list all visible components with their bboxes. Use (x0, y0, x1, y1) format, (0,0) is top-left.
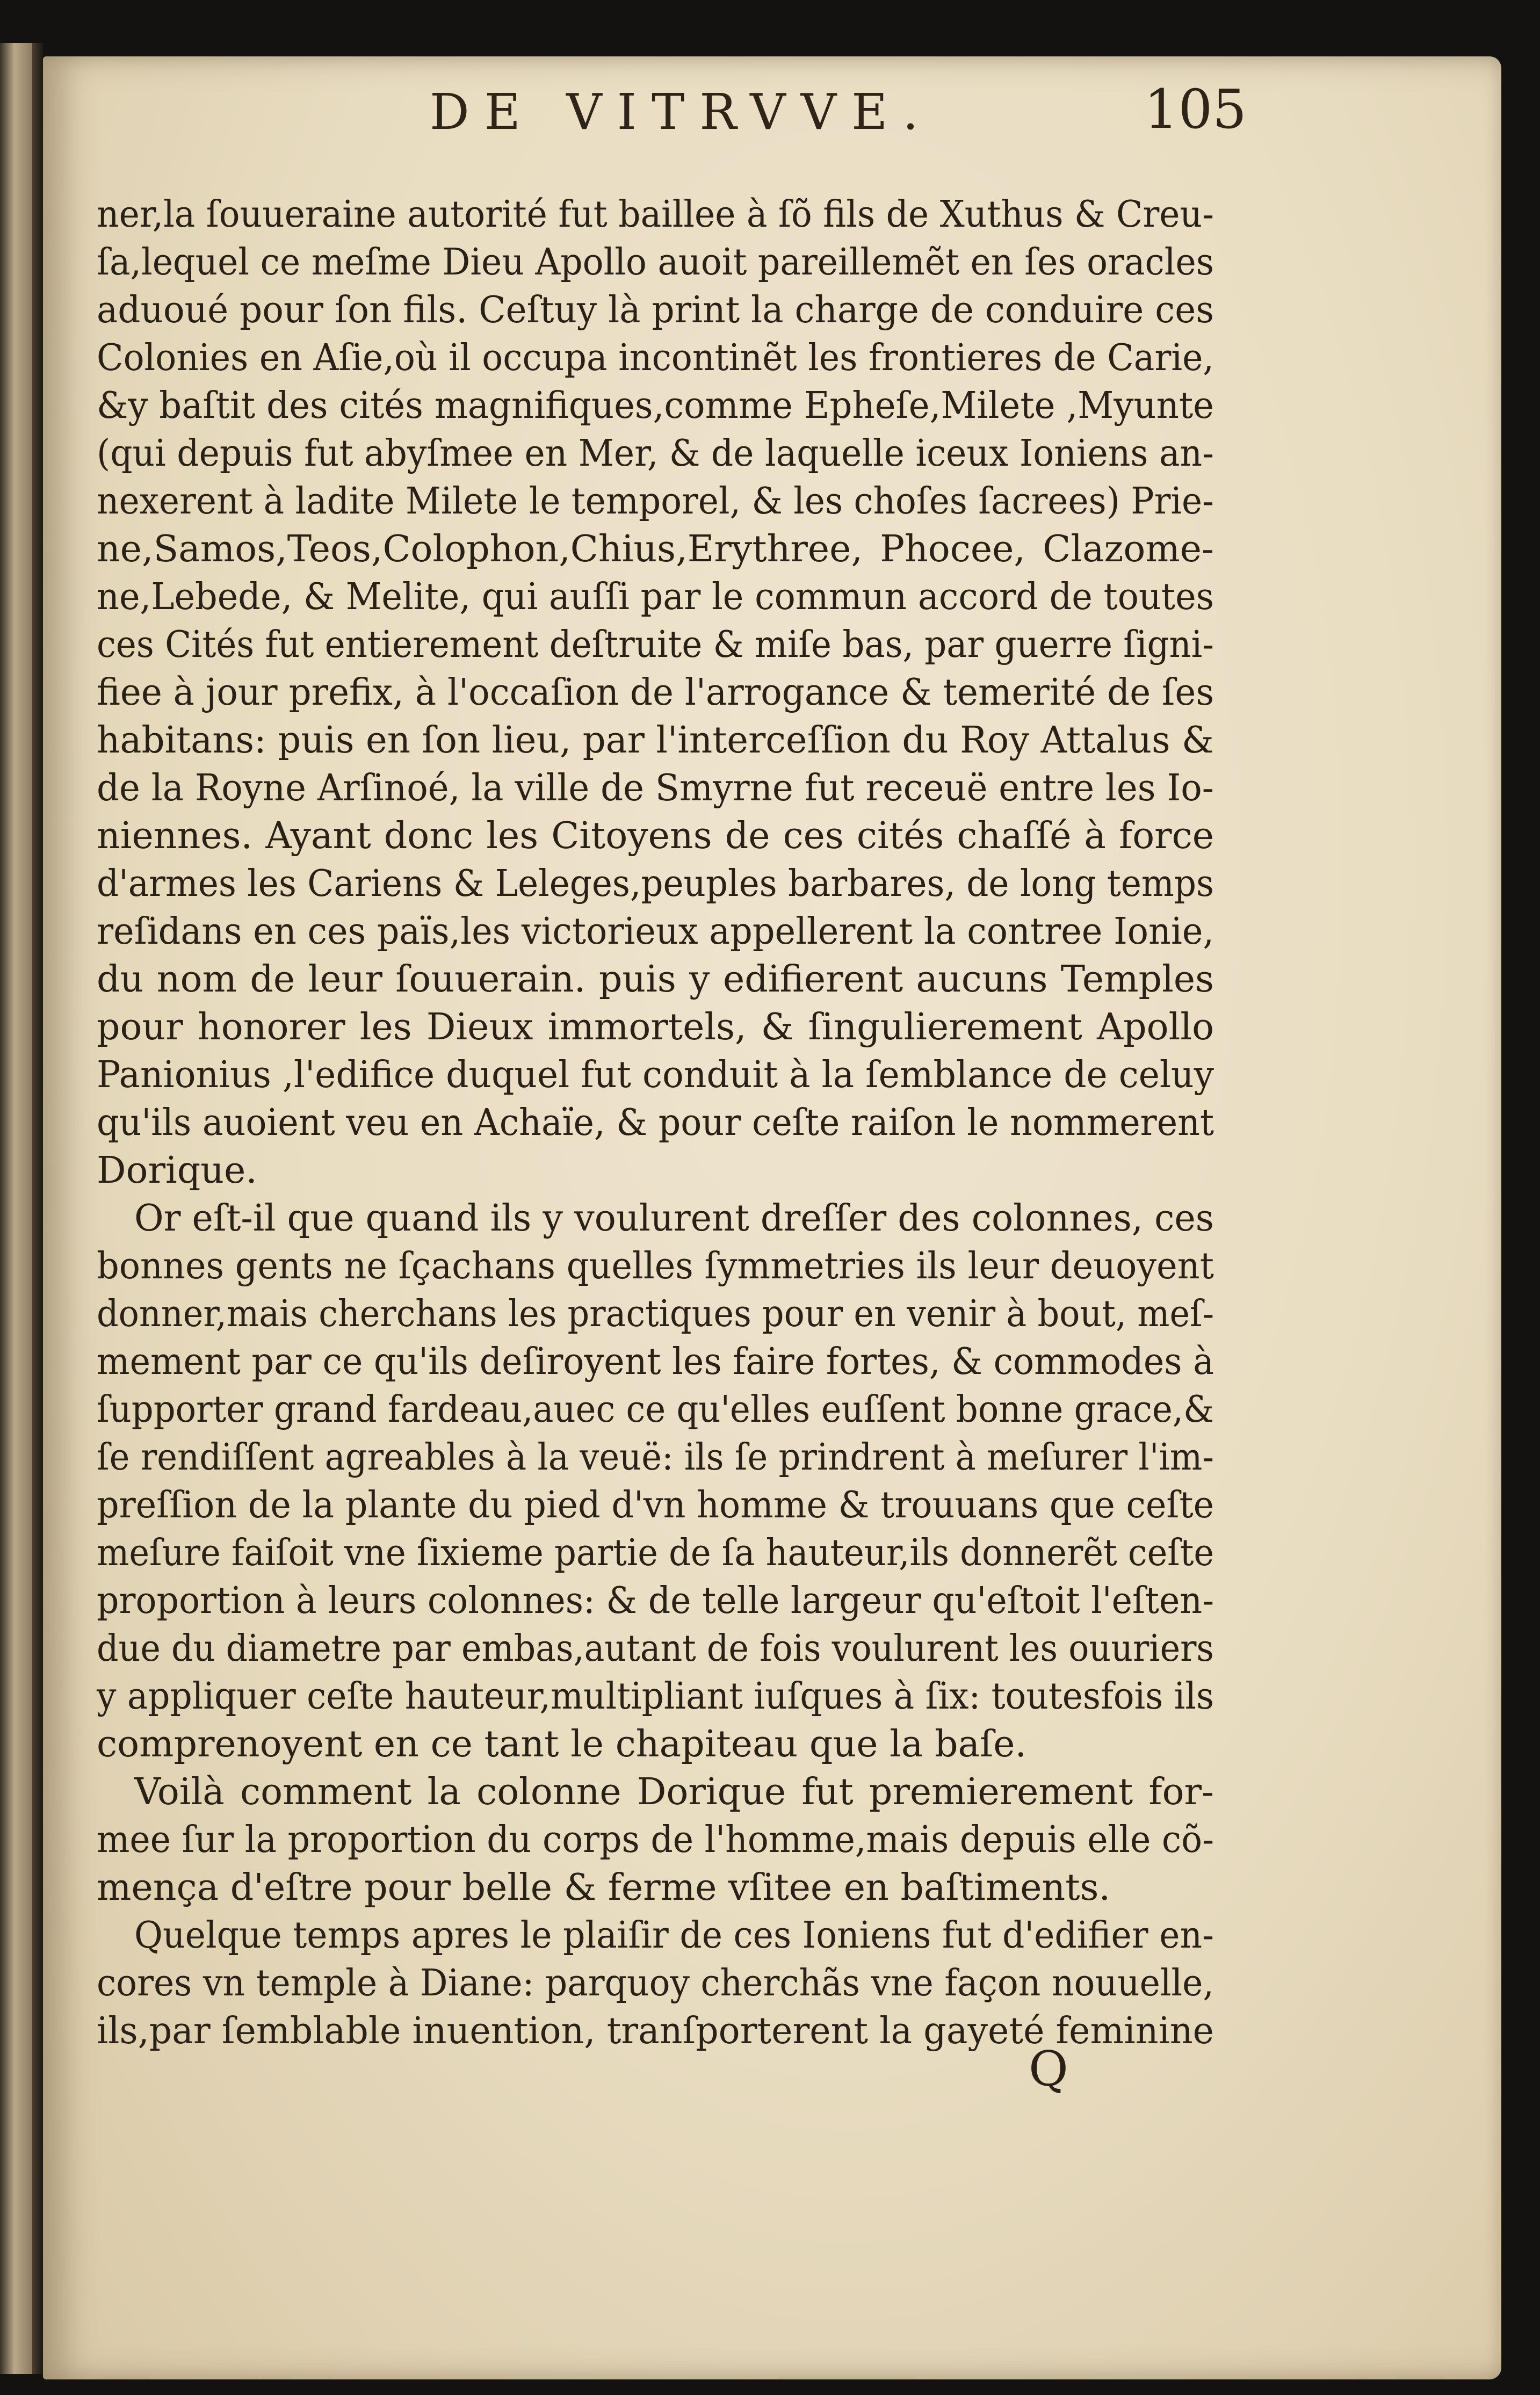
text-line: fiee à jour prefix, à l'occaſion de l'arrogance & temerité de ſes (97, 671, 1214, 714)
text-line: du nom de leur ſouuerain. puis y edifierent aucuns Temples (97, 958, 1214, 1001)
text-line: bonnes gents ne ſçachans quelles ſymmetries ils leur deuoyent (97, 1245, 1214, 1287)
text-line: ner,la ſouueraine autorité fut baillee à ſõ fils de Xuthus & Creu- (97, 193, 1214, 236)
body-text (97, 191, 1214, 2055)
page-number: 105 (1144, 78, 1247, 141)
text-line: nexerent à ladite Milete le temporel, & les choſes ſacrees) Prie- (97, 480, 1214, 523)
text-line: ſe rendiſſent agreables à la veuë: ils ſe prindrent à meſurer l'im- (97, 1436, 1214, 1479)
text-line: niennes. Ayant donc les Citoyens de ces cités chaſſé à force (97, 815, 1214, 857)
text-line: Voilà comment la colonne Dorique fut premierement for- (134, 1771, 1214, 1813)
text-line: cores vn temple à Diane: parquoy cherchãs vne façon nouuelle, (97, 1962, 1214, 2005)
signature-mark: Q (1029, 2041, 1068, 2097)
text-line: aduoué pour ſon fils. Ceſtuy là print la charge de conduire ces (97, 289, 1214, 331)
text-line: ne,Lebede, & Melite, qui auſſi par le commun accord de toutes (97, 576, 1214, 618)
text-line: ils,par ſemblable inuention, tranſporterent la gayeté feminine (97, 2010, 1214, 2052)
text-line: donner,mais cherchans les practiques pour en venir à bout, meſ- (97, 1293, 1214, 1335)
running-head: DE VITRVVE. (430, 83, 934, 141)
text-line: mement par ce qu'ils deſiroyent les faire fortes, & commodes à (97, 1341, 1214, 1383)
text-line: reſidans en ces païs,les victorieux appellerent la contree Ionie, (97, 910, 1214, 953)
text-line: Quelque temps apres le plaiſir de ces Ioniens fut d'edifier en- (134, 1914, 1214, 1957)
text-line: habitans: puis en ſon lieu, par l'interceſſion du Roy Attalus & (97, 719, 1214, 762)
text-line: &y baſtit des cités magnifiques,comme Epheſe,Milete ,Myunte (97, 385, 1214, 427)
text-line: ne,Samos,Teos,Colophon,Chius,Erythree, Phocee, Clazome- (97, 528, 1214, 570)
text-line: mee ſur la proportion du corps de l'homme,mais depuis elle cõ- (97, 1819, 1214, 1861)
text-line: preſſion de la plante du pied d'vn homme & trouuans que ceſte (97, 1484, 1214, 1526)
text-line: comprenoyent en ce tant le chapiteau que la baſe. (97, 1723, 1027, 1766)
text-line: proportion à leurs colonnes: & de telle largeur qu'eſtoit l'eſten- (97, 1580, 1214, 1622)
text-line: Dorique. (97, 1149, 257, 1192)
text-line: mença d'eſtre pour belle & ferme vſitee en baſtiments. (97, 1866, 1111, 1909)
text-line: Or eſt-il que quand ils y voulurent dreſſer des colonnes, ces (134, 1197, 1214, 1240)
text-line: d'armes les Cariens & Leleges,peuples barbares, de long temps (97, 863, 1214, 905)
text-line: ſupporter grand fardeau,auec ce qu'elles euſſent bonne grace,& (97, 1388, 1214, 1431)
text-line: qu'ils auoient veu en Achaïe, & pour ceſte raiſon le nommerent (97, 1102, 1214, 1144)
text-line: pour honorer les Dieux immortels, & ſingulierement Apollo (97, 1006, 1214, 1048)
text-line: (qui depuis fut abyſmee en Mer, & de laquelle iceux Ioniens an- (97, 432, 1214, 475)
text-line: de la Royne Arſinoé, la ville de Smyrne fut receuë entre les Io- (97, 767, 1214, 809)
text-line: Colonies en Aſie,où il occupa incontinẽt les frontieres de Carie, (97, 337, 1214, 379)
facing-page-edge (0, 43, 32, 2374)
text-line: Panionius ,l'edifice duquel fut conduit à la ſemblance de celuy (97, 1054, 1214, 1096)
text-line: ſa,lequel ce meſme Dieu Apollo auoit pareillemẽt en ſes oracles (97, 241, 1214, 284)
text-line: y appliquer ceſte hauteur,multipliant iuſques à ſix: toutesfois ils (97, 1675, 1214, 1718)
text-line: due du diametre par embas,autant de fois voulurent les ouuriers (97, 1627, 1214, 1670)
text-line: meſure faiſoit vne ſixieme partie de ſa hauteur,ils donnerẽt ceſte (97, 1532, 1214, 1574)
text-line: ces Cités fut entierement deſtruite & miſe bas, par guerre ſigni- (97, 624, 1214, 666)
